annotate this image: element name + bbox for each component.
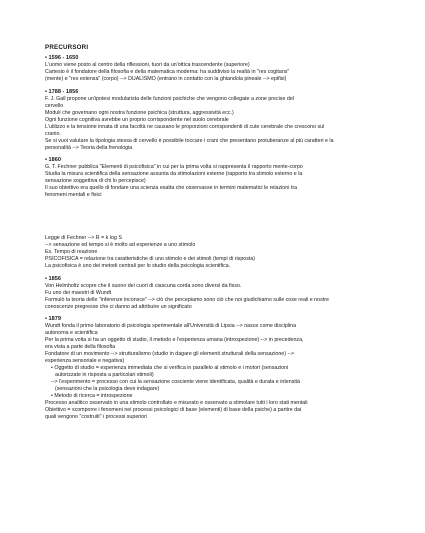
text-line: Studia la misura scientifica della sensazione assunta da stimolazioni esterne (rapporto tra stimolo esterno e la	[45, 171, 303, 177]
text-line: PSICOFISICA = relazione tra caratteristiche di uno stimolo e dei stimoli (tempi di risposta)	[45, 256, 256, 262]
text-line: (sensazioni che la psicologia deve indagare)	[55, 386, 160, 392]
text-line: fenomeni mentali e fisici	[45, 192, 102, 198]
text-line: Fu uno dei maestri di Wundt	[45, 289, 112, 296]
text-line: Obiettivo = scomporre i fenomeni nei processi psicologici di base (elementi) di base della psiche) a partire dai	[45, 407, 302, 413]
text-line: Processo analitico osservato in una stimolo controllato e misurato e osservato a stimolare tutti i loro stati mentali	[45, 400, 308, 406]
text-line: quali vengono "costruiti" i processi superiori	[45, 414, 148, 420]
text-line: Fondatore di un movimento --> strutturalismo (studio in dagare gli elementi strutturali della sensazione) -->	[45, 351, 295, 357]
paragraph-gap	[45, 215, 385, 219]
text-line: F. J. Gall propone un'ipotesi modularista delle funzioni psichiche che vengono collegate a zone precise del	[45, 95, 294, 102]
text-line: autorizzate in risposta a particolari stimoli)	[55, 372, 154, 378]
section-heading: • 1879	[45, 316, 61, 322]
text-line: conoscenze pregresse che ci danno ad attribuire un significato	[45, 303, 192, 310]
text-line: Von Helmholtz scopre che il suono dei cuori di ciascuna corda sono diversi da fisso.	[45, 282, 242, 289]
text-line: G. T. Fechner pubblica "Elementi di psicofisica" in cui per la prima volta si rappresenta il rapporto mente-corpo	[45, 164, 303, 170]
text-line: • Oggetto di studio = esperienza immediata che si verifica in parallelo al stimolo e i motori (sensazioni	[51, 365, 289, 371]
text-line: L'uomo viene posto al centro della riflessioni, tuori da un'ottica trascendente (superiore)	[45, 62, 250, 68]
text-line: cervello	[45, 102, 64, 109]
sections-container	[45, 55, 385, 421]
section-heading: • 1856	[45, 275, 61, 282]
text-line: La psicofisica è uno dei metodi centrali per lo studio della psicologia scientifica.	[45, 263, 231, 269]
text-line: Moduli che governano ogni nostra funzione psichica (struttura, aggressività ecc.)	[45, 109, 234, 116]
text-line: Wundt fonda il primo laboratorio di psicologia sperimentale all'Università di Lipsia --> nasce come disciplina	[45, 323, 297, 329]
text-line: Cartesio è il fondatore della filosofia e della matematica moderna: ha suddiviso la realtà in "res cogitans"	[45, 69, 290, 75]
text-line: Formulò la teoria delle "inferenze inconsce" --> ciò che percepiamo sono ciò che noi giudichiamo sulle cose reali e nostre	[45, 296, 329, 303]
text-line: Es. Tempo di reazione	[45, 249, 98, 255]
text-line: esperienza sensoriale e negativa)	[45, 358, 125, 364]
text-line: autonoma e scientifica	[45, 330, 98, 336]
text-line: (mente) e "res extensa" (corpo) --> DUALISMO (entrano in contatto con la ghiandola pineale --> epifisi)	[45, 76, 287, 82]
text-line: L'utilizzo e la tensione innata di una facoltà ne causano le proporzioni corrispondenti di cute cerebrale che crescono sul	[45, 123, 325, 130]
text-line: Il suo obiettivo era quello di fondare una scienza esatta che osservasse in termini matematici le relazioni tra	[45, 185, 298, 191]
text-line: • Metodo di ricerca = introspezione	[51, 393, 133, 399]
section	[45, 316, 385, 421]
text-line: Ogni funzione cognitiva avrebbe un proprio corrispondente nel suolo cerebrale	[45, 116, 229, 123]
document-title: PRECURSORI	[45, 44, 89, 51]
text-line: era vista a parte della filosofia	[45, 344, 116, 350]
text-line: cranio.	[45, 130, 61, 137]
section-heading: • 1596 - 1650	[45, 55, 79, 61]
text-line: --> l'esperimento = processo con cui la sensazione cosciente viene identificata, qualità e durata e intensità	[51, 379, 300, 385]
section	[45, 89, 385, 152]
section-heading: • 1860	[45, 157, 61, 163]
section-heading: • 1788 - 1856	[45, 88, 79, 95]
text-line: Se si vuoi valutare la tipologia stessa di cervello è possibile toccare i crani che presentano protuberanze al più caratteri e la	[45, 137, 334, 144]
text-line: --> sensazione ed tempo si è molto ad esperienze a uno stimolo	[45, 242, 196, 248]
text-line: Legge di Fechner --> R = k log S	[45, 235, 122, 241]
text-line: sensazione soggettiva di chi lo percepisce)	[45, 178, 146, 184]
text-line: Per la prima volta si ha un oggetto di studio, il metodo e l'esperienza umana (introspezione) --> in precedenza,	[45, 337, 304, 343]
section	[45, 276, 385, 311]
text-line: personalità --> Teoria della frenologia	[45, 144, 133, 151]
section	[45, 157, 385, 270]
section	[45, 55, 385, 83]
